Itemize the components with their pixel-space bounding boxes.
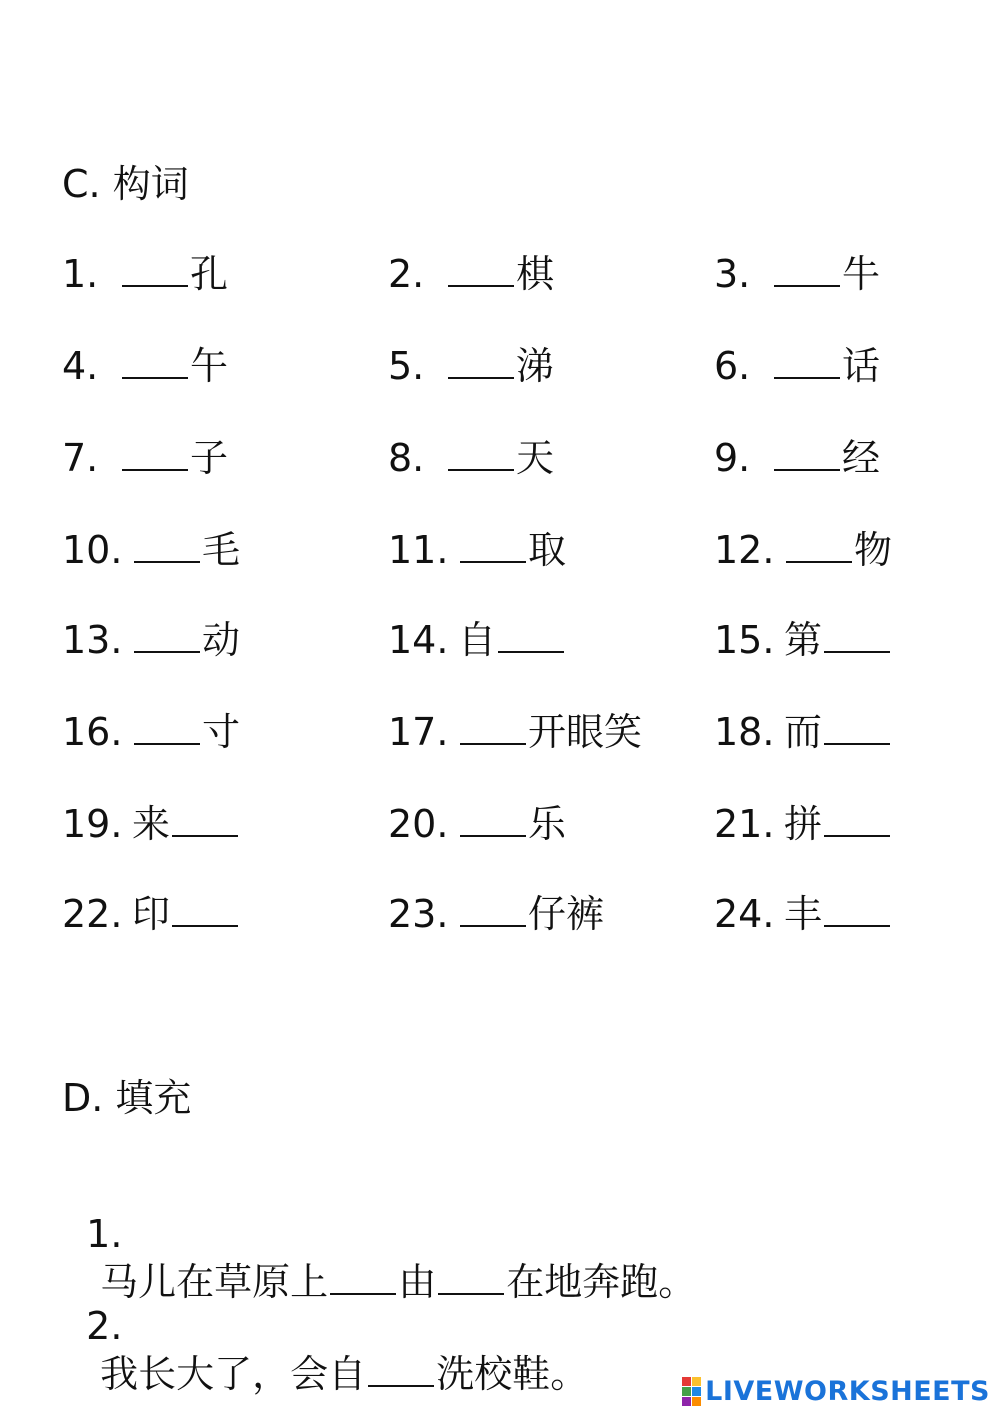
item-number: 12. — [714, 528, 775, 572]
item-number: 8. — [388, 436, 425, 480]
item-char: 孔 — [190, 252, 229, 296]
word-item — [62, 342, 228, 390]
item-char: 而 — [784, 710, 823, 754]
logo-square — [692, 1377, 701, 1386]
answer-blank[interactable] — [122, 343, 188, 379]
word-item — [714, 890, 892, 938]
item-number: 24. — [714, 892, 775, 936]
item-char: 乐 — [528, 802, 567, 846]
item-number: 16. — [62, 710, 123, 754]
answer-blank[interactable] — [460, 709, 526, 745]
item-number: 6. — [714, 344, 751, 388]
item-char: 经 — [842, 436, 881, 480]
answer-blank[interactable] — [774, 343, 840, 379]
item-number: 2. — [388, 252, 425, 296]
word-item — [388, 708, 642, 756]
item-char: 取 — [528, 528, 567, 572]
item-char: 棋 — [516, 252, 555, 296]
answer-blank[interactable] — [172, 801, 238, 837]
item-number: 1. — [62, 252, 99, 296]
item-char: 开眼笑 — [528, 710, 643, 754]
answer-blank[interactable] — [824, 801, 890, 837]
logo-square — [682, 1387, 691, 1396]
answer-blank[interactable] — [460, 801, 526, 837]
item-number: 19. — [62, 802, 123, 846]
word-item — [714, 526, 892, 574]
word-item — [714, 616, 892, 664]
item-char: 仔裤 — [528, 892, 605, 936]
item-number: 10. — [62, 528, 123, 572]
word-item — [714, 708, 892, 756]
item-char: 第 — [784, 618, 823, 662]
answer-blank[interactable] — [134, 709, 200, 745]
item-char: 午 — [190, 344, 229, 388]
item-char: 牛 — [842, 252, 881, 296]
word-item — [388, 250, 554, 298]
item-number: 3. — [714, 252, 751, 296]
item-char: 自 — [458, 618, 497, 662]
word-item — [62, 708, 240, 756]
item-char: 天 — [516, 436, 555, 480]
logo-text: LIVEWORKSHEETS — [705, 1375, 990, 1407]
item-char: 来 — [132, 802, 171, 846]
word-item — [714, 342, 880, 390]
answer-blank[interactable] — [448, 343, 514, 379]
item-number: 9. — [714, 436, 751, 480]
item-char: 寸 — [202, 710, 241, 754]
answer-blank[interactable] — [774, 435, 840, 471]
item-char: 涕 — [516, 344, 555, 388]
word-item — [388, 890, 604, 938]
answer-blank[interactable] — [368, 1351, 434, 1387]
word-item — [714, 434, 880, 482]
item-char: 物 — [854, 528, 893, 572]
answer-blank[interactable] — [824, 617, 890, 653]
word-item — [714, 250, 880, 298]
logo-mark-icon — [682, 1377, 701, 1406]
item-number: 23. — [388, 892, 449, 936]
question-number: 1. — [86, 1212, 123, 1256]
answer-blank[interactable] — [134, 527, 200, 563]
question-text: 洗校鞋。 — [436, 1352, 589, 1396]
question-number: 2. — [86, 1304, 123, 1348]
answer-blank[interactable] — [824, 891, 890, 927]
item-number: 11. — [388, 528, 449, 572]
logo-square — [682, 1377, 691, 1386]
item-number: 22. — [62, 892, 123, 936]
logo-square — [692, 1397, 701, 1406]
item-char: 丰 — [784, 892, 823, 936]
answer-blank[interactable] — [448, 251, 514, 287]
fill-question-2 — [62, 1254, 588, 1398]
item-number: 15. — [714, 618, 775, 662]
word-item — [62, 526, 240, 574]
section-c-heading: C. 构词 — [62, 162, 189, 206]
answer-blank[interactable] — [122, 251, 188, 287]
item-char: 子 — [190, 436, 229, 480]
answer-blank[interactable] — [460, 891, 526, 927]
word-item — [62, 616, 240, 664]
word-item — [62, 434, 228, 482]
word-item — [714, 800, 892, 848]
question-text: 马儿在草原上 — [100, 1260, 329, 1304]
section-d-heading: D. 填充 — [62, 1076, 192, 1120]
logo-square — [682, 1397, 691, 1406]
word-item — [388, 616, 566, 664]
answer-blank[interactable] — [824, 709, 890, 745]
item-char: 毛 — [202, 528, 241, 572]
liveworksheets-logo — [682, 1373, 990, 1409]
question-text: 我长大了，会自 — [100, 1352, 367, 1396]
answer-blank[interactable] — [498, 617, 564, 653]
question-text: 由 — [398, 1260, 437, 1304]
answer-blank[interactable] — [786, 527, 852, 563]
word-item — [62, 800, 240, 848]
item-char: 拼 — [784, 802, 823, 846]
word-item — [388, 342, 554, 390]
item-number: 20. — [388, 802, 449, 846]
word-item — [62, 250, 228, 298]
item-number: 18. — [714, 710, 775, 754]
item-char: 印 — [132, 892, 171, 936]
answer-blank[interactable] — [448, 435, 514, 471]
word-item — [388, 800, 566, 848]
answer-blank[interactable] — [774, 251, 840, 287]
logo-square — [692, 1387, 701, 1396]
item-number: 13. — [62, 618, 123, 662]
item-char: 话 — [842, 344, 881, 388]
item-number: 21. — [714, 802, 775, 846]
word-item — [388, 526, 566, 574]
item-number: 7. — [62, 436, 99, 480]
item-number: 5. — [388, 344, 425, 388]
answer-blank[interactable] — [460, 527, 526, 563]
answer-blank[interactable] — [134, 617, 200, 653]
item-number: 4. — [62, 344, 99, 388]
item-number: 14. — [388, 618, 449, 662]
item-char: 动 — [202, 618, 241, 662]
item-number: 17. — [388, 710, 449, 754]
answer-blank[interactable] — [172, 891, 238, 927]
answer-blank[interactable] — [122, 435, 188, 471]
question-text: 在地奔跑。 — [506, 1260, 697, 1304]
word-item — [62, 890, 240, 938]
word-item — [388, 434, 554, 482]
